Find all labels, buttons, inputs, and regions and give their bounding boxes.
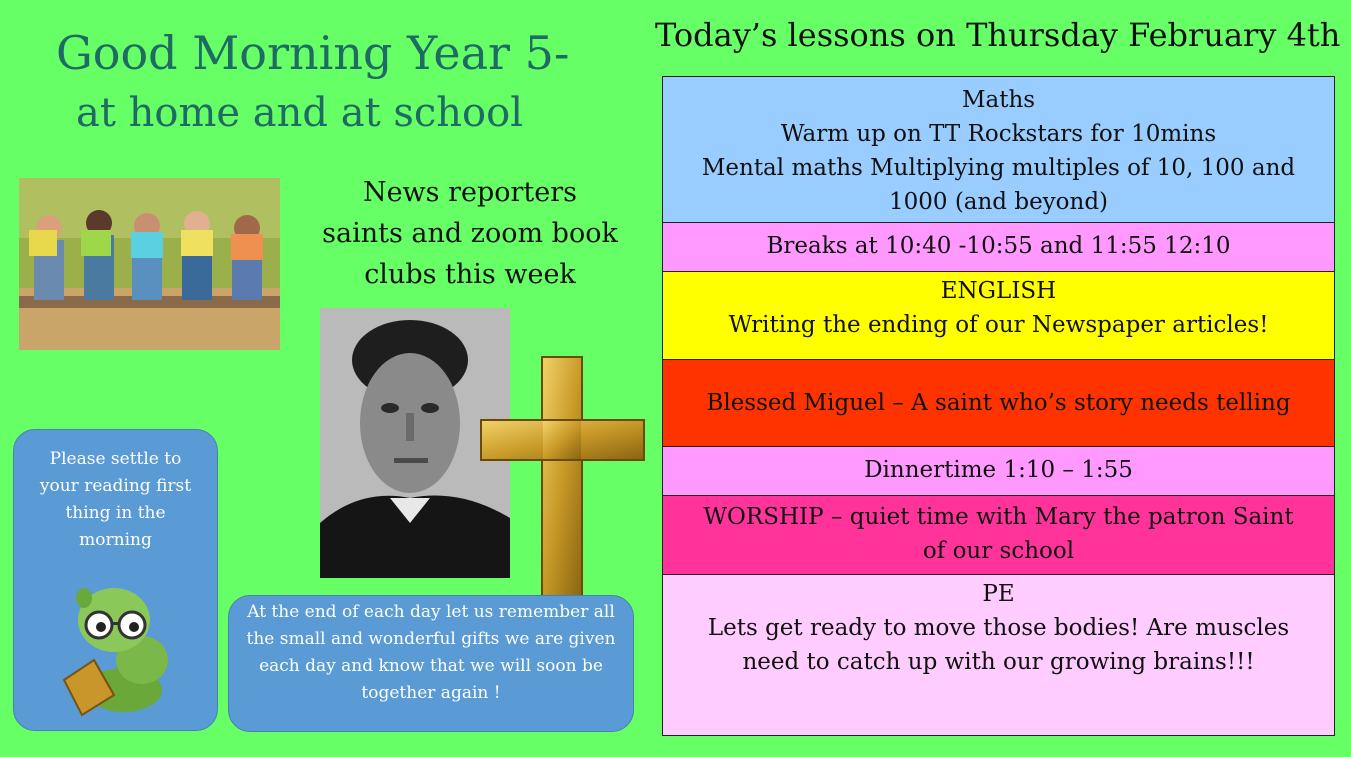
- title-line-2: at home and at school: [76, 90, 524, 136]
- lesson-line: Lets get ready to move those bodies! Are muscles: [707, 615, 1290, 641]
- lesson-line: PE: [982, 581, 1015, 607]
- lesson-line: Blessed Miguel – A saint who’s story needs telling: [706, 390, 1291, 416]
- lesson-line: WORSHIP – quiet time with Mary the patron Saint: [703, 504, 1294, 530]
- lesson-row: [663, 272, 1334, 360]
- lesson-line: Writing the ending of our Newspaper articles!: [728, 312, 1269, 338]
- news-line-3: clubs this week: [364, 259, 576, 290]
- bookworm-icon: [54, 570, 184, 720]
- lesson-line: of our school: [922, 538, 1075, 564]
- lesson-line: 1000 (and beyond): [888, 189, 1109, 215]
- children-reading-photo: [19, 178, 280, 350]
- lessons-table: [662, 76, 1335, 736]
- lesson-row: [663, 360, 1334, 447]
- lesson-row: [663, 496, 1334, 575]
- lessons-heading: Today’s lessons on Thursday February 4th: [655, 16, 1341, 54]
- lesson-line: Dinnertime 1:10 – 1:55: [864, 457, 1133, 483]
- end-of-day-bubble: [228, 595, 634, 732]
- lesson-row: [663, 77, 1334, 223]
- news-reporters-text: [305, 172, 635, 295]
- reading-reminder-bubble: [13, 429, 218, 731]
- lesson-row: [663, 575, 1334, 735]
- news-line-1: News reporters: [362, 177, 578, 208]
- title-line-1: Good Morning Year 5-: [56, 26, 570, 80]
- lesson-line: need to catch up with our growing brains!!!: [742, 649, 1255, 675]
- lesson-line: Breaks at 10:40 -10:55 and 11:55 12:10: [766, 233, 1231, 259]
- end-of-day-text: At the end of each day let us remember all the small and wonderful gifts we are given each day and know that we will soon be together again !: [246, 602, 616, 703]
- lesson-line: Maths: [961, 87, 1036, 113]
- lesson-line: Warm up on TT Rockstars for 10mins: [780, 121, 1217, 147]
- lesson-row: [663, 223, 1334, 272]
- cross-icon: [479, 355, 647, 600]
- news-line-2: saints and zoom book: [322, 218, 618, 249]
- lesson-row: [663, 447, 1334, 496]
- lesson-line: Mental maths Multiplying multiples of 10, 100 and: [701, 155, 1296, 181]
- lesson-line: ENGLISH: [940, 278, 1057, 304]
- reading-reminder-text: Please settle to your reading first thing in the morning: [39, 449, 192, 550]
